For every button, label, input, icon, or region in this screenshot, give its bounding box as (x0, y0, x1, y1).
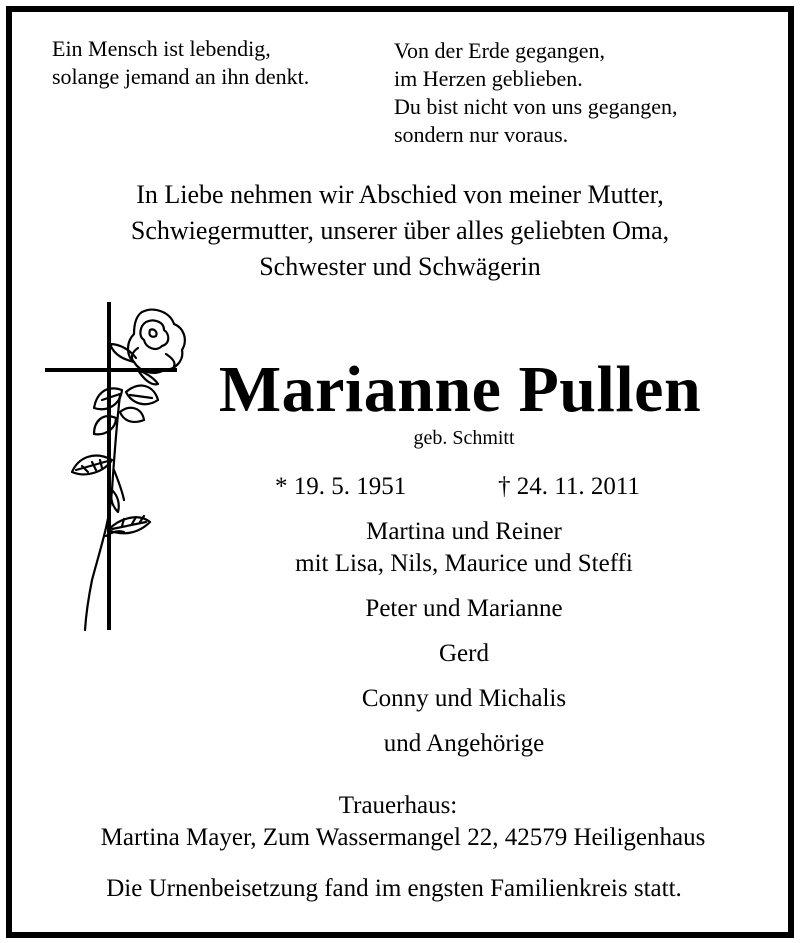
birth-date: * 19. 5. 1951 (275, 473, 407, 500)
mourner-line: Peter und Marianne (365, 595, 563, 622)
quote-right-line: Von der Erde gegangen, (394, 38, 605, 63)
quote-left-line: solange jemand an ihn denkt. (52, 64, 310, 89)
intro-line: Schwiegermutter, unserer über alles geliebten Oma, (130, 216, 670, 245)
quote-left-line: Ein Mensch ist lebendig, (52, 36, 271, 61)
quote-right (394, 37, 678, 149)
quote-right-line: im Herzen geblieben. (394, 66, 583, 91)
closing-note: Die Urnenbeisetzung fand im engsten Familienkreis statt. (106, 875, 682, 902)
trauerhaus-address: Martina Mayer, Zum Wassermangel 22, 42579 Heiligenhaus (100, 824, 706, 851)
mourner-line: Conny und Michalis (361, 685, 567, 712)
farewell-intro (0, 177, 800, 285)
birth-name: geb. Schmitt (413, 427, 515, 449)
mourner-line: mit Lisa, Nils, Maurice und Steffi (295, 550, 633, 577)
trauerhaus-label: Trauerhaus: (338, 792, 458, 819)
quote-right-line: Du bist nicht von uns gegangen, (394, 94, 678, 119)
cross-with-rose-icon (42, 300, 202, 635)
mourner-line: und Angehörige (383, 730, 545, 757)
intro-line: Schwester und Schwägerin (259, 252, 541, 281)
death-date: † 24. 11. 2011 (498, 473, 640, 500)
quote-right-line: sondern nur voraus. (394, 122, 569, 147)
mourner-line: Martina und Reiner (366, 518, 562, 545)
intro-line: In Liebe nehmen wir Abschied von meiner Mutter, (136, 180, 664, 209)
quote-left (52, 35, 309, 91)
deceased-name: Marianne Pullen (218, 353, 702, 426)
mourner-line: Gerd (439, 640, 489, 667)
